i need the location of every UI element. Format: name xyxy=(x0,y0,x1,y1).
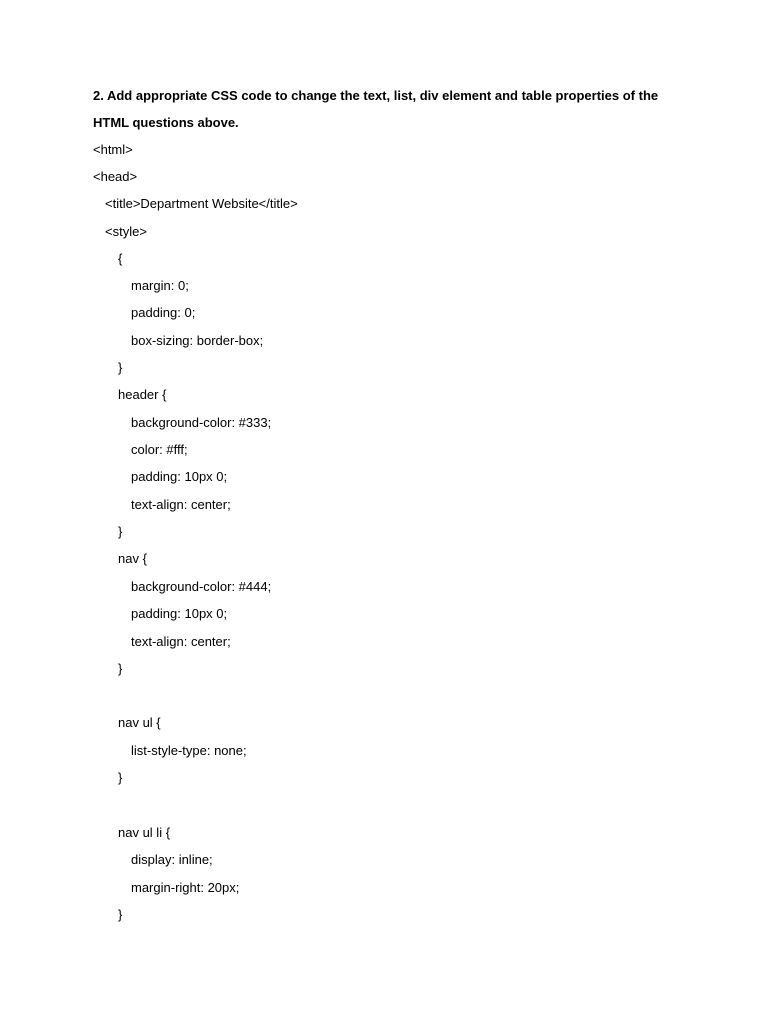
code-line: background-color: #444; xyxy=(131,579,272,594)
code-line: color: #fff; xyxy=(131,442,188,457)
code-line: background-color: #333; xyxy=(131,415,272,430)
code-line: padding: 10px 0; xyxy=(131,469,228,484)
code-line: padding: 0; xyxy=(131,305,196,320)
code-line: margin-right: 20px; xyxy=(131,880,240,895)
code-line: } xyxy=(118,524,123,539)
code-line: nav { xyxy=(118,551,147,566)
code-line: list-style-type: none; xyxy=(131,743,247,758)
code-line: padding: 10px 0; xyxy=(131,606,228,621)
code-line: header { xyxy=(118,387,167,402)
code-line: } xyxy=(118,770,123,785)
code-line: { xyxy=(118,251,123,266)
code-line: } xyxy=(118,360,123,375)
code-line: nav ul li { xyxy=(118,825,171,840)
code-line: text-align: center; xyxy=(131,497,231,512)
question-heading-line-1: 2. Add appropriate CSS code to change the text, list, div element and table properties of the xyxy=(93,88,659,103)
code-line: text-align: center; xyxy=(131,634,231,649)
code-line: <title>Department Website</title> xyxy=(105,196,298,211)
code-line: display: inline; xyxy=(131,852,213,867)
code-line: <html> xyxy=(93,142,133,157)
code-line: margin: 0; xyxy=(131,278,189,293)
code-line: } xyxy=(118,907,123,922)
code-line: box-sizing: border-box; xyxy=(131,333,264,348)
code-line: nav ul { xyxy=(118,715,161,730)
code-line: } xyxy=(118,661,123,676)
code-line: <style> xyxy=(105,224,147,239)
question-heading-line-2: HTML questions above. xyxy=(93,115,239,130)
code-line: <head> xyxy=(93,169,138,184)
